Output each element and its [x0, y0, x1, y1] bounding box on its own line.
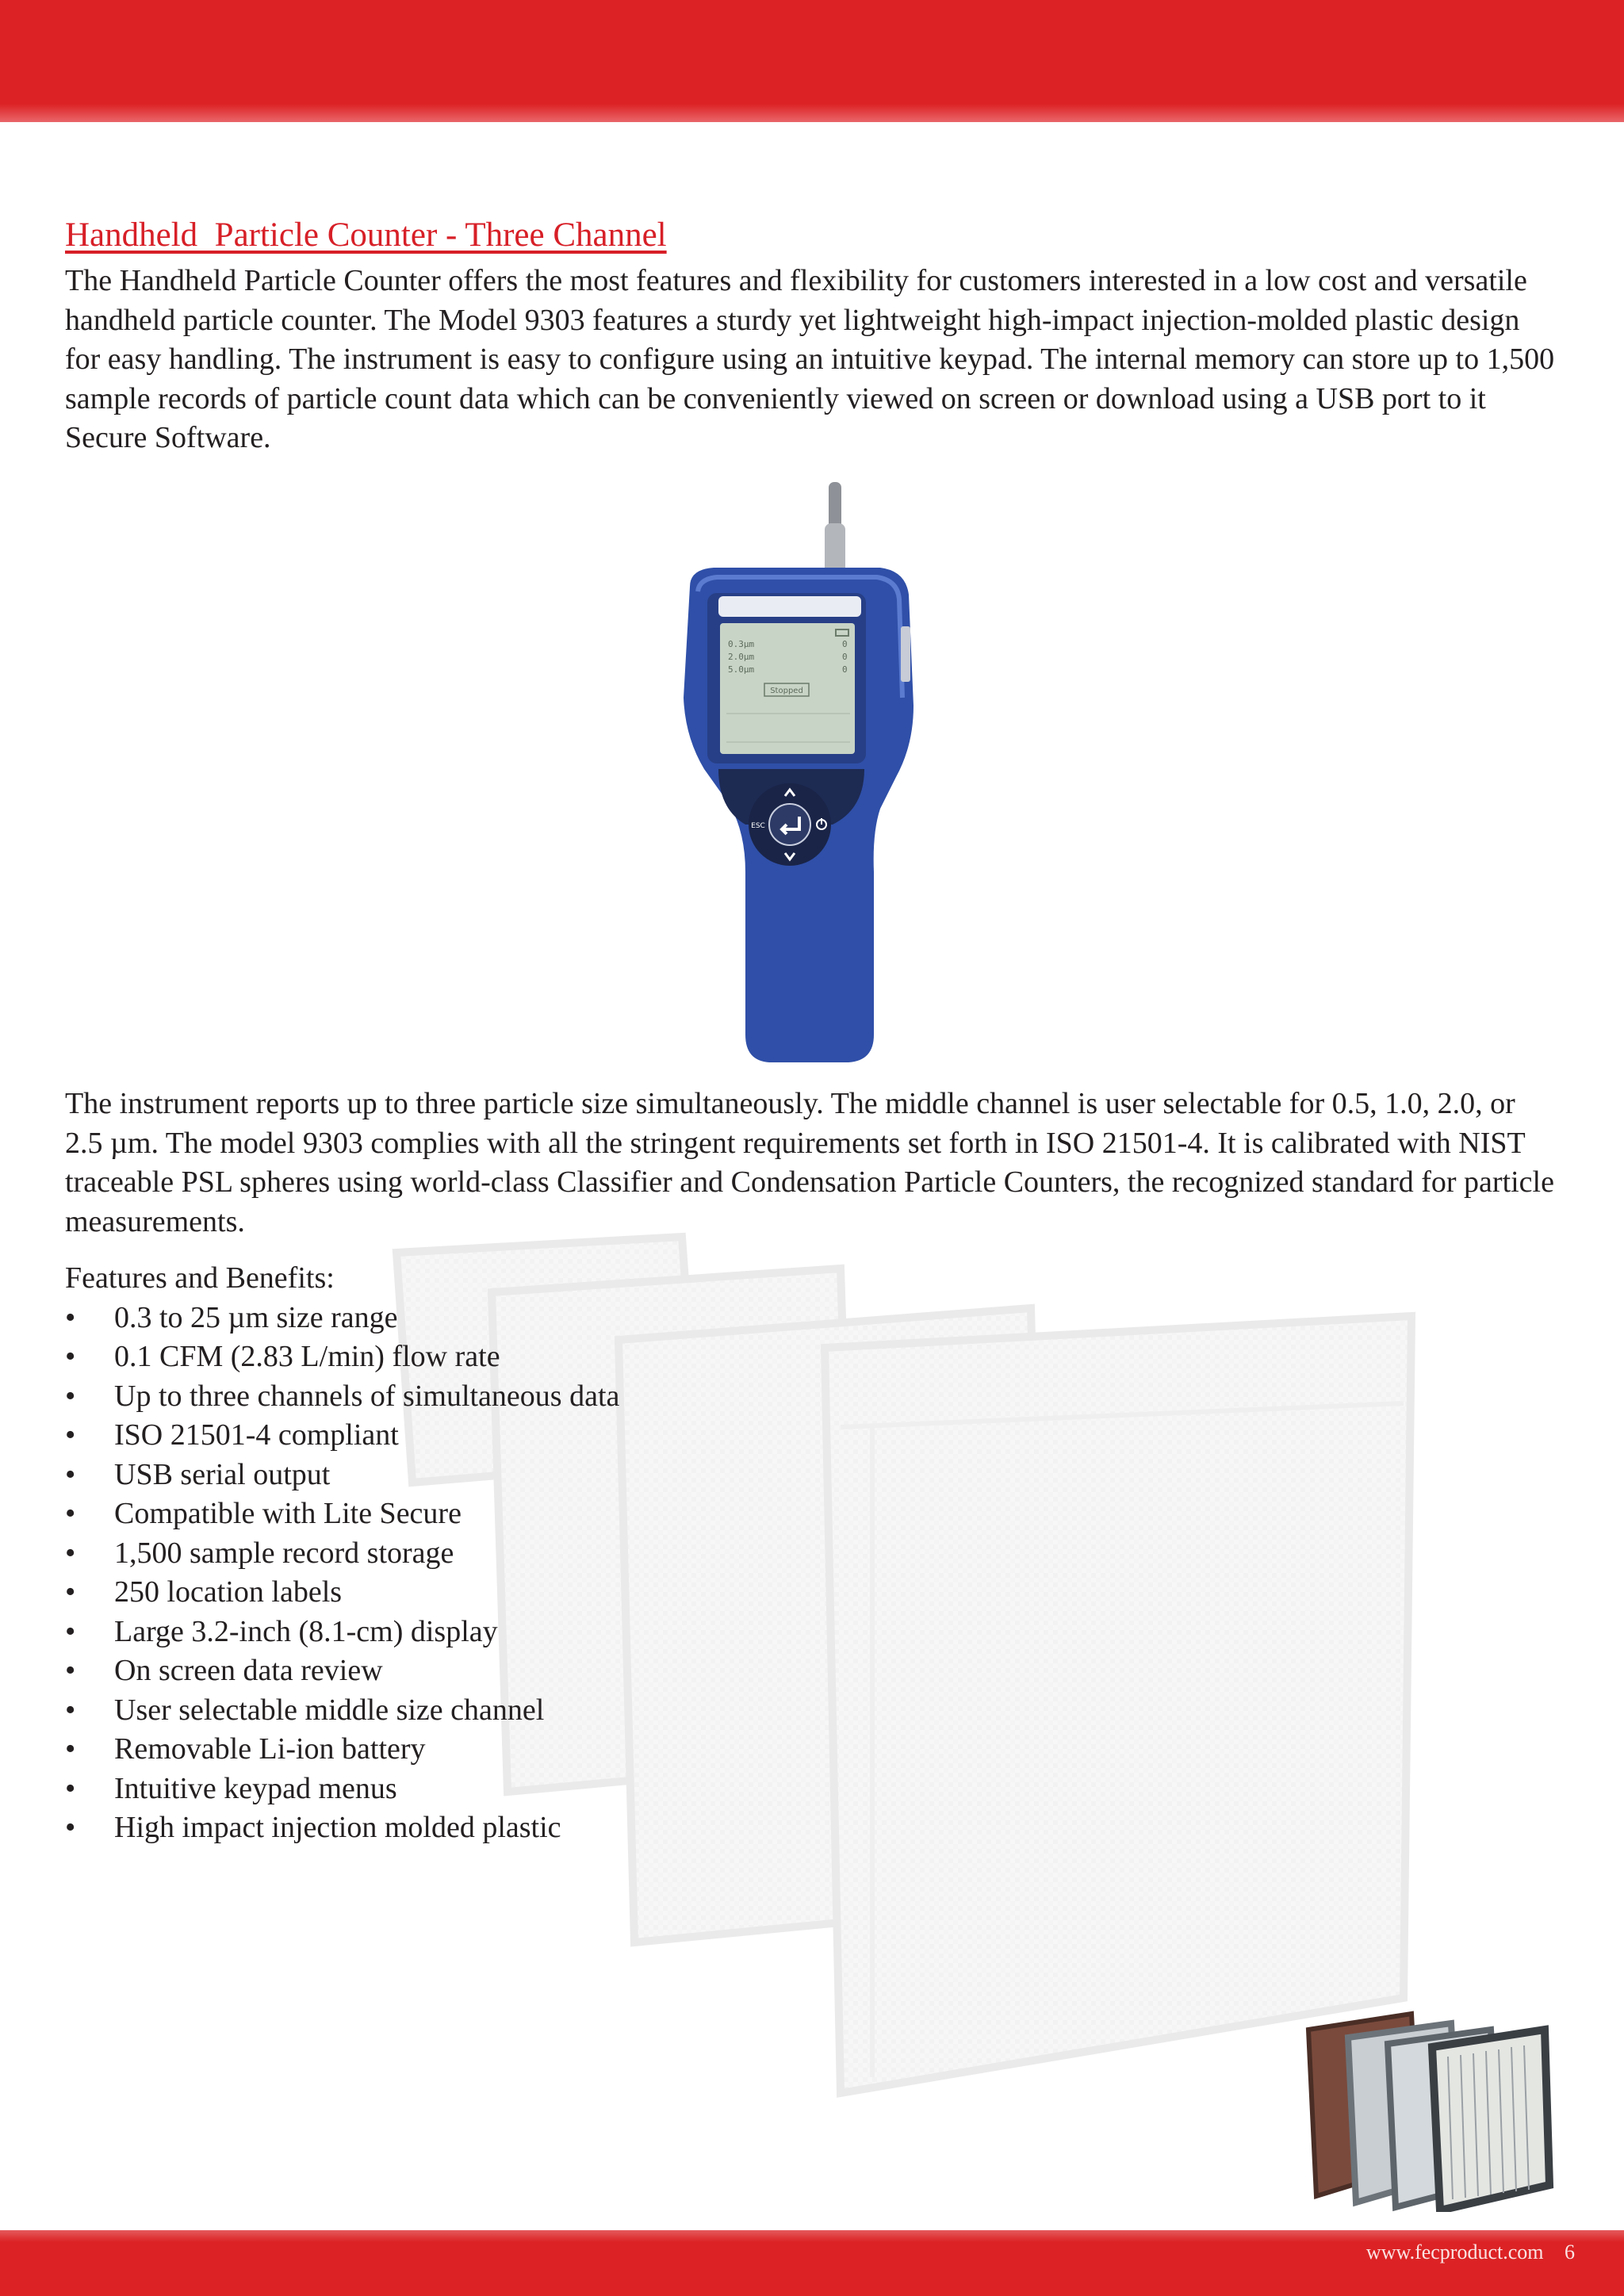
features-list [65, 1299, 1017, 1848]
bullet: • [65, 1300, 76, 1334]
list-item: • Removable Li-ion battery [65, 1730, 1017, 1770]
list-item: • 0.3 to 25 µm size range [65, 1299, 1017, 1338]
header-band [0, 0, 1624, 122]
bullet: • [65, 1732, 76, 1766]
list-item: • High impact injection molded plastic [65, 1808, 1017, 1848]
list-item: • Large 3.2-inch (8.1-cm) display [65, 1613, 1017, 1652]
bullet: • [65, 1536, 76, 1570]
bullet: • [65, 1340, 76, 1373]
list-item: • 1,500 sample record storage [65, 1534, 1017, 1574]
screen-status: Stopped [770, 687, 803, 695]
screen-row-label: 0.3µm [728, 639, 755, 649]
probe-icon [829, 482, 841, 530]
bullet: • [65, 1693, 76, 1727]
list-item: • Up to three channels of simultaneous data [65, 1377, 1017, 1417]
screen-row-value: 0 [842, 639, 848, 649]
list-item: • ISO 21501-4 compliant [65, 1416, 1017, 1456]
list-item: • User selectable middle size channel [65, 1691, 1017, 1731]
screen-row-label: 5.0µm [728, 664, 755, 675]
page-title: Handheld Particle Counter - Three Channel [65, 216, 667, 254]
particle-counter-image [666, 476, 936, 1070]
bullet: • [65, 1418, 76, 1452]
esc-key-label: ESC [751, 822, 765, 830]
description-paragraph: The instrument reports up to three particle size simultaneously. The middle channel is user selectable for 0.5, 1.0, 2.0, or 2.5 µm. The model 9303 complies with all the stringent requirements set forth in ISO 21501-4. It is calibrated with NIST traceable PSL spheres using world-class Classifier and Condensation Particle Counters, the recognized standard for particle measurements. [65, 1087, 1554, 1238]
list-item: • 250 location labels [65, 1573, 1017, 1613]
features-heading: Features and Benefits: [65, 1261, 335, 1295]
screen-row-value: 0 [842, 652, 848, 662]
bullet: • [65, 1654, 76, 1687]
bullet: • [65, 1575, 76, 1609]
bullet: • [65, 1497, 76, 1530]
bullet: • [65, 1614, 76, 1648]
list-item: • On screen data review [65, 1651, 1017, 1691]
screen-row-label: 2.0µm [728, 652, 755, 662]
bullet: • [65, 1771, 76, 1805]
intro-paragraph: The Handheld Particle Counter offers the most features and flexibility for customers interested in a low cost and versatile handheld particle counter. The Model 9303 features a sturdy yet lightweight high-impact injection-molded plastic design for easy handling. The instrument is easy to configure using an intuitive keypad. The internal memory can store up to 1,500 sample records of particle count data which can be conveniently viewed on screen or download using a USB port to it Secure Software. [65, 264, 1555, 454]
bullet: • [65, 1379, 76, 1413]
footer-website: www.fecproduct.com [1365, 2241, 1544, 2263]
screen-row-value: 0 [842, 664, 848, 675]
page-number: 6 [1565, 2241, 1575, 2263]
list-item: • Intuitive keypad menus [65, 1770, 1017, 1809]
list-item: • USB serial output [65, 1456, 1017, 1495]
list-item: • 0.1 CFM (2.83 L/min) flow rate [65, 1337, 1017, 1377]
list-item: • Compatible with Lite Secure [65, 1494, 1017, 1534]
features-section [65, 1259, 1017, 1848]
bullet: • [65, 1457, 76, 1491]
bullet: • [65, 1811, 76, 1844]
hepa-filters-image [1293, 2006, 1562, 2212]
footer [1350, 2241, 1575, 2264]
